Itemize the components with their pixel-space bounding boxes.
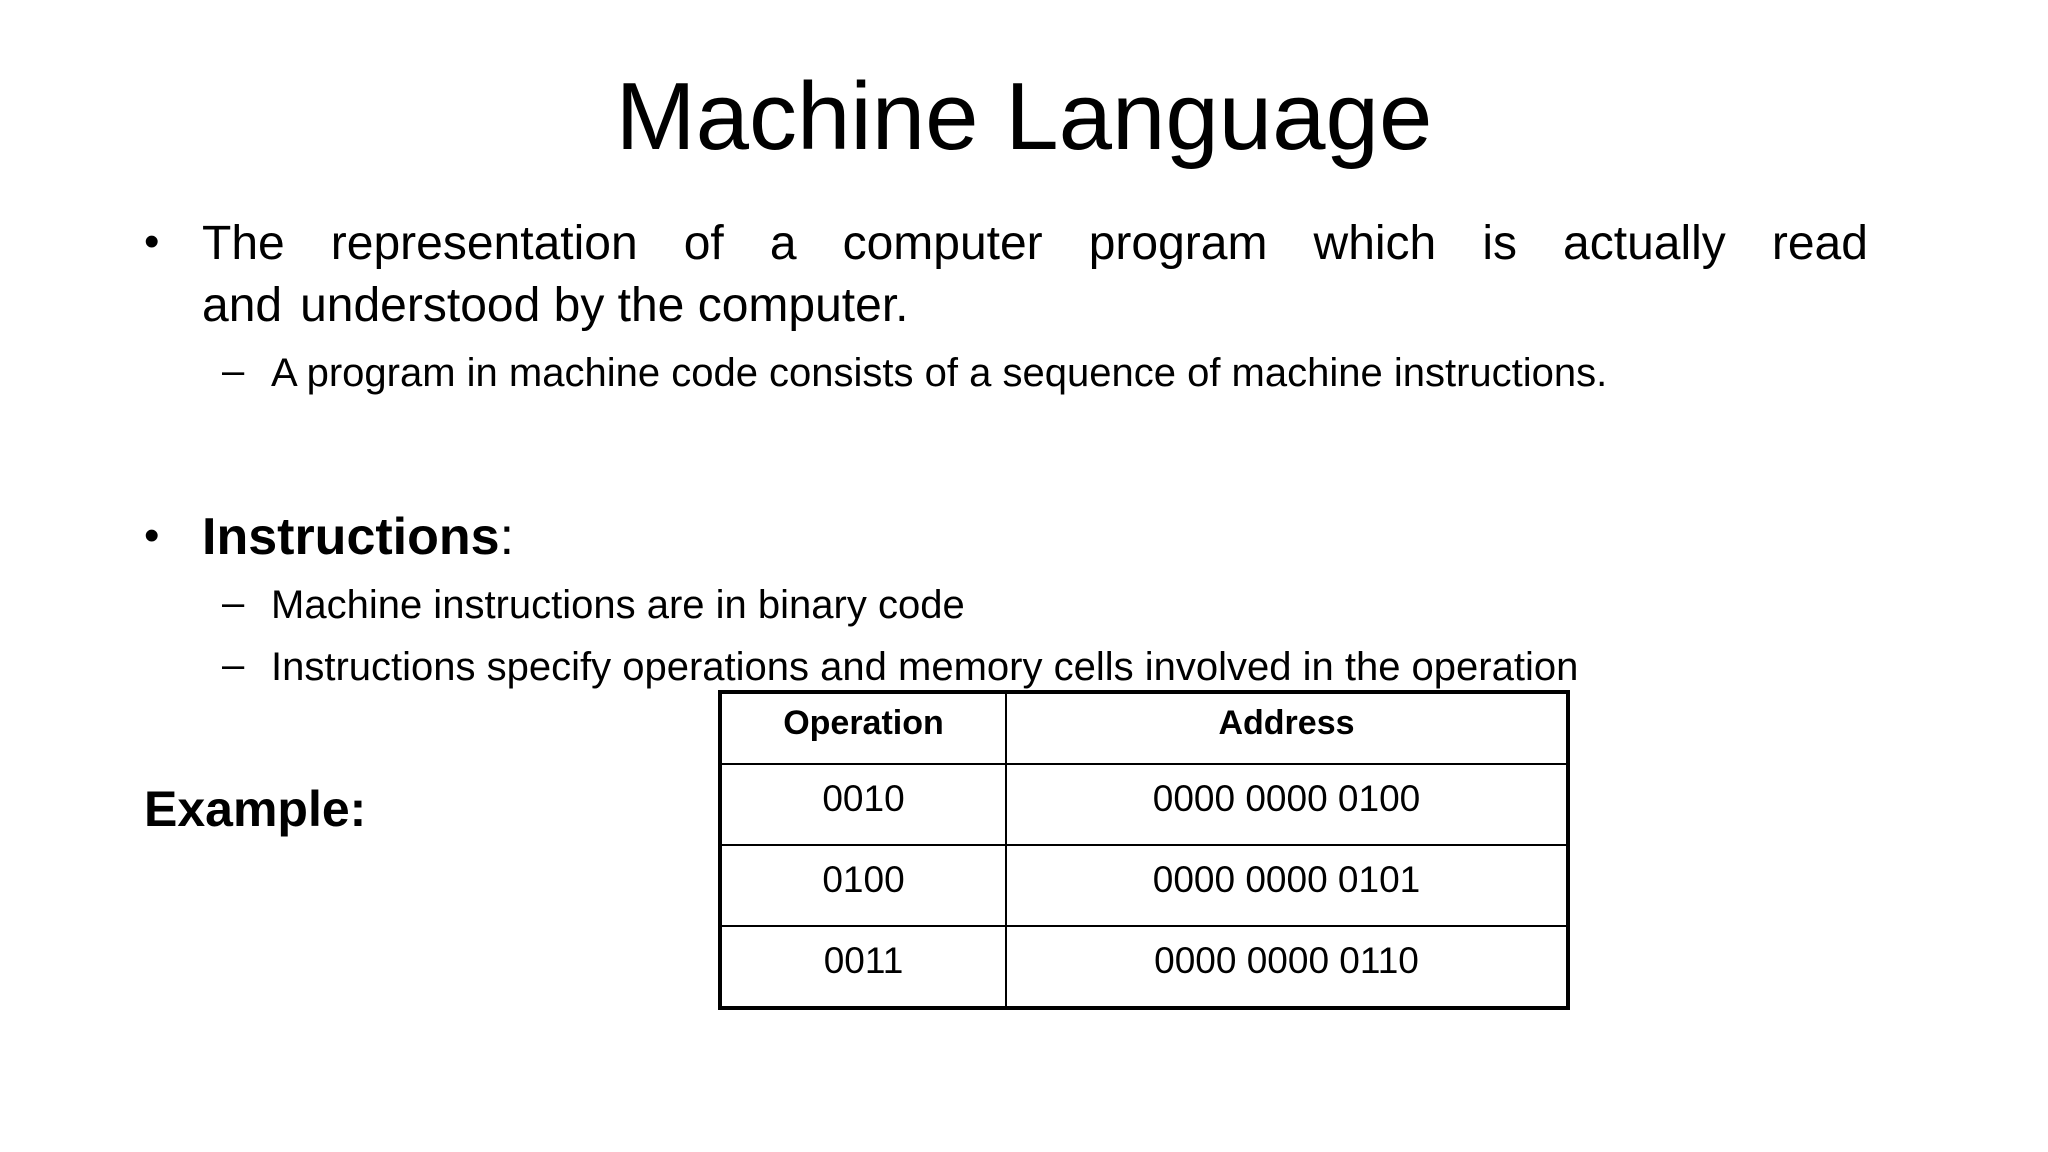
- table-row: [720, 845, 1568, 926]
- table-cell-operation: 0100: [720, 845, 1006, 926]
- word: of: [683, 217, 724, 270]
- sub-bullet-text: Instructions specify operations and memory cells involved in the operation: [271, 645, 1579, 689]
- instruction-table: [718, 690, 1570, 1010]
- word: is: [1482, 217, 1517, 270]
- word: understood by the computer.: [300, 279, 909, 332]
- table-header-row: [720, 692, 1568, 764]
- table-cell-address: 0000 0000 0110: [1006, 926, 1568, 1008]
- word: which: [1313, 217, 1437, 270]
- table-cell-address: 0000 0000 0100: [1006, 764, 1568, 845]
- bullet-marker: •: [144, 217, 160, 266]
- word: program: [1088, 217, 1268, 270]
- example-label: Example:: [144, 781, 367, 837]
- bullet-text-instructions: [202, 505, 514, 569]
- bullet-bold-text: Instructions: [202, 508, 500, 566]
- bullet-text-line: [202, 275, 1868, 337]
- sub-bullet-marker: –: [222, 643, 245, 687]
- word: The: [202, 217, 285, 270]
- sub-bullet-text: Machine instructions are in binary code: [271, 583, 965, 627]
- table-cell-operation: 0010: [720, 764, 1006, 845]
- table-header-address: Address: [1006, 692, 1568, 764]
- sub-bullet-marker: –: [222, 349, 245, 393]
- table-row: [720, 764, 1568, 845]
- sub-bullet-text: A program in machine code consists of a sequence of machine instructions.: [271, 351, 1608, 395]
- bullet-text-representation: [202, 213, 1868, 337]
- bullet-marker: •: [144, 511, 160, 560]
- bullet-text-line: [202, 213, 1868, 275]
- table-row: [720, 926, 1568, 1008]
- table-cell-address: 0000 0000 0101: [1006, 845, 1568, 926]
- bullet-suffix: :: [499, 508, 515, 566]
- slide-title: Machine Language: [615, 63, 1433, 170]
- sub-bullet-marker: –: [222, 581, 245, 625]
- table-header-operation: Operation: [720, 692, 1006, 764]
- word: representation: [330, 217, 638, 270]
- word: actually: [1563, 217, 1726, 270]
- word: read: [1771, 217, 1868, 270]
- table-cell-operation: 0011: [720, 926, 1006, 1008]
- word: a: [769, 217, 797, 270]
- word: and: [202, 279, 283, 332]
- word: computer: [842, 217, 1043, 270]
